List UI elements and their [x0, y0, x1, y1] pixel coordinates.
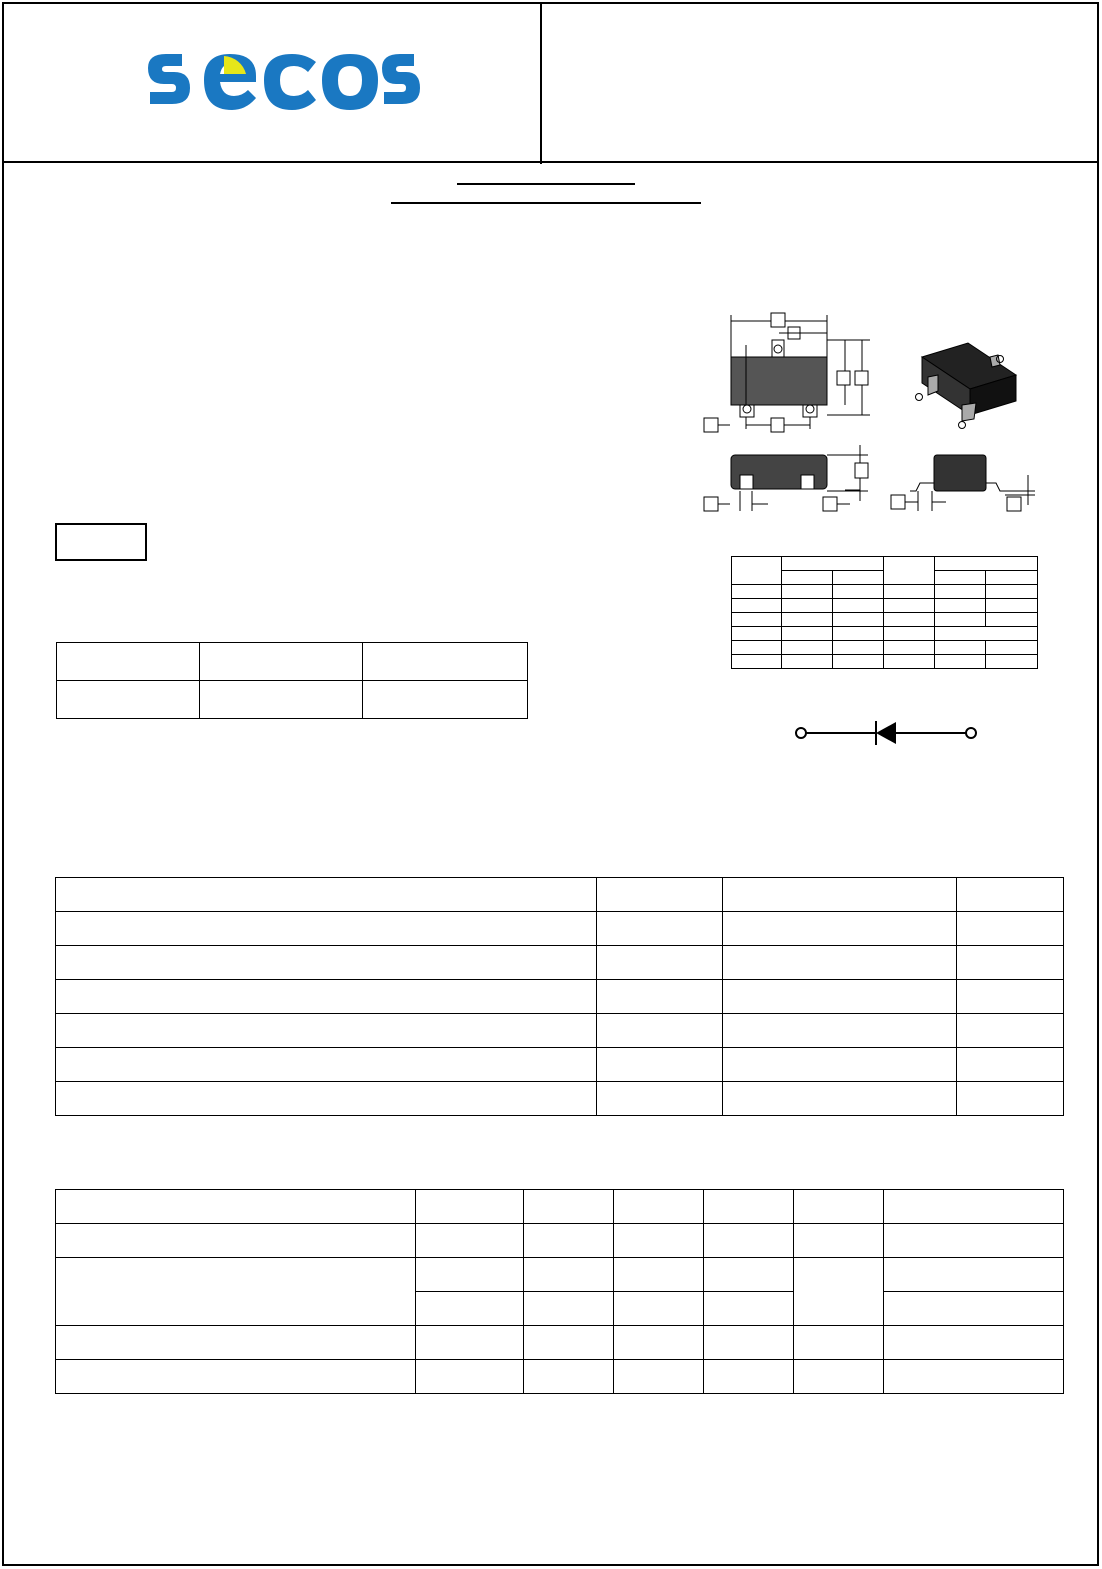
ratings-cell	[56, 1048, 597, 1082]
dim-row	[732, 641, 1038, 655]
ratings-table	[55, 877, 1064, 1116]
elec-cell	[56, 1326, 416, 1360]
dim-cell	[935, 627, 1038, 641]
dim-cell	[884, 585, 935, 599]
dim-cell	[884, 557, 935, 585]
dim-cell	[884, 613, 935, 627]
elec-cell	[416, 1190, 524, 1224]
ratings-cell	[957, 912, 1064, 946]
ratings-row	[56, 946, 1064, 980]
elec-cell	[614, 1360, 704, 1394]
elec-cell	[614, 1326, 704, 1360]
elec-cell	[884, 1360, 1064, 1394]
dim-cell	[833, 613, 884, 627]
elec-cell	[794, 1360, 884, 1394]
dim-cell	[782, 557, 884, 571]
ordering-cell	[200, 643, 363, 681]
dim-cell	[935, 585, 986, 599]
ordering-cell	[57, 681, 200, 719]
ratings-cell	[56, 912, 597, 946]
elec-row	[56, 1258, 1064, 1292]
ratings-cell	[957, 1048, 1064, 1082]
elec-cell	[416, 1258, 524, 1292]
elec-cell	[524, 1326, 614, 1360]
dimensions-table	[731, 556, 1038, 669]
dim-cell	[986, 599, 1038, 613]
dim-cell	[986, 571, 1038, 585]
dim-cell	[782, 571, 833, 585]
elec-row	[56, 1326, 1064, 1360]
elec-cell	[704, 1360, 794, 1394]
dim-cell	[732, 627, 782, 641]
elec-cell	[794, 1190, 884, 1224]
ratings-cell	[597, 1048, 723, 1082]
elec-cell	[416, 1326, 524, 1360]
ratings-cell	[56, 980, 597, 1014]
ratings-cell	[597, 1014, 723, 1048]
ratings-cell	[957, 946, 1064, 980]
dim-cell	[884, 627, 935, 641]
elec-cell	[794, 1258, 884, 1326]
dim-row	[732, 585, 1038, 599]
dim-cell	[833, 571, 884, 585]
elec-row	[56, 1224, 1064, 1258]
header-bottom-rule	[2, 161, 1099, 163]
dim-cell	[935, 599, 986, 613]
elec-cell	[524, 1258, 614, 1292]
elec-row	[56, 1360, 1064, 1394]
ratings-cell	[56, 1014, 597, 1048]
dim-cell	[935, 613, 986, 627]
elec-cell	[704, 1224, 794, 1258]
elec-cell	[524, 1360, 614, 1394]
elec-cell	[416, 1224, 524, 1258]
ratings-cell	[957, 980, 1064, 1014]
elec-cell	[56, 1258, 416, 1326]
ordering-table	[56, 642, 528, 719]
elec-cell	[704, 1258, 794, 1292]
ratings-cell	[56, 946, 597, 980]
ratings-cell	[597, 912, 723, 946]
dim-row	[732, 627, 1038, 641]
dim-row	[732, 613, 1038, 627]
dim-cell	[782, 641, 833, 655]
elec-cell	[524, 1190, 614, 1224]
ratings-row	[56, 1014, 1064, 1048]
dim-cell	[833, 655, 884, 669]
elec-cell	[416, 1360, 524, 1394]
elec-cell	[416, 1292, 524, 1326]
ratings-cell	[723, 1014, 957, 1048]
elec-cell	[614, 1224, 704, 1258]
ratings-row	[56, 1048, 1064, 1082]
ratings-cell	[597, 980, 723, 1014]
ratings-cell	[597, 1082, 723, 1116]
dim-cell	[833, 599, 884, 613]
ratings-row	[56, 912, 1064, 946]
dim-cell	[935, 655, 986, 669]
ordering-row	[57, 681, 528, 719]
dim-cell	[732, 613, 782, 627]
ratings-cell	[723, 980, 957, 1014]
ratings-cell	[597, 946, 723, 980]
dim-cell	[782, 655, 833, 669]
dim-cell	[833, 627, 884, 641]
elec-cell	[614, 1258, 704, 1292]
dim-cell	[986, 585, 1038, 599]
dim-cell	[935, 641, 986, 655]
dim-cell	[833, 641, 884, 655]
dim-cell	[884, 599, 935, 613]
ratings-cell	[957, 1082, 1064, 1116]
elec-cell	[794, 1326, 884, 1360]
ratings-cell	[723, 946, 957, 980]
elec-cell	[56, 1190, 416, 1224]
ratings-cell	[723, 912, 957, 946]
dim-cell	[986, 655, 1038, 669]
ratings-row	[56, 980, 1064, 1014]
ordering-cell	[363, 643, 528, 681]
ratings-header-row	[56, 878, 1064, 912]
elec-cell	[884, 1326, 1064, 1360]
elec-cell	[884, 1258, 1064, 1292]
marking-box	[55, 523, 147, 561]
elec-cell	[614, 1190, 704, 1224]
dim-cell	[782, 599, 833, 613]
dim-cell	[935, 557, 1038, 571]
dim-cell	[732, 599, 782, 613]
package-outline-drawing	[700, 305, 1045, 520]
dim-cell	[986, 613, 1038, 627]
dim-cell	[884, 641, 935, 655]
elec-cell	[524, 1224, 614, 1258]
title-underline	[457, 183, 635, 185]
electrical-characteristics-table	[55, 1189, 1064, 1394]
ordering-cell	[57, 643, 200, 681]
dim-row	[732, 655, 1038, 669]
secos-logo	[140, 40, 420, 120]
dim-cell	[782, 613, 833, 627]
dim-cell	[782, 627, 833, 641]
dim-cell	[935, 571, 986, 585]
elec-cell	[884, 1190, 1064, 1224]
diode-symbol-icon	[790, 718, 985, 748]
dim-cell	[732, 585, 782, 599]
ratings-cell	[56, 878, 597, 912]
elec-cell	[56, 1224, 416, 1258]
dim-cell	[782, 585, 833, 599]
secos-logo-graphic	[140, 40, 420, 120]
dim-row	[732, 599, 1038, 613]
elec-header-row	[56, 1190, 1064, 1224]
ordering-header-row	[57, 643, 528, 681]
dim-header-row	[732, 557, 1038, 571]
dim-cell	[732, 655, 782, 669]
elec-cell	[704, 1326, 794, 1360]
dim-cell	[732, 557, 782, 585]
ratings-cell	[723, 1082, 957, 1116]
elec-cell	[884, 1224, 1064, 1258]
elec-cell	[704, 1292, 794, 1326]
ratings-cell	[56, 1082, 597, 1116]
header-divider	[540, 2, 542, 164]
elec-cell	[704, 1190, 794, 1224]
subtitle-underline	[391, 202, 701, 204]
ordering-cell	[200, 681, 363, 719]
ratings-cell	[957, 878, 1064, 912]
ratings-cell	[957, 1014, 1064, 1048]
ratings-cell	[597, 878, 723, 912]
ordering-cell	[363, 681, 528, 719]
dim-cell	[884, 655, 935, 669]
dim-cell	[833, 585, 884, 599]
elec-cell	[56, 1360, 416, 1394]
dim-cell	[732, 641, 782, 655]
elec-cell	[884, 1292, 1064, 1326]
ratings-row	[56, 1082, 1064, 1116]
ratings-cell	[723, 1048, 957, 1082]
elec-cell	[794, 1224, 884, 1258]
elec-cell	[614, 1292, 704, 1326]
elec-cell	[524, 1292, 614, 1326]
ratings-cell	[723, 878, 957, 912]
dim-cell	[986, 641, 1038, 655]
